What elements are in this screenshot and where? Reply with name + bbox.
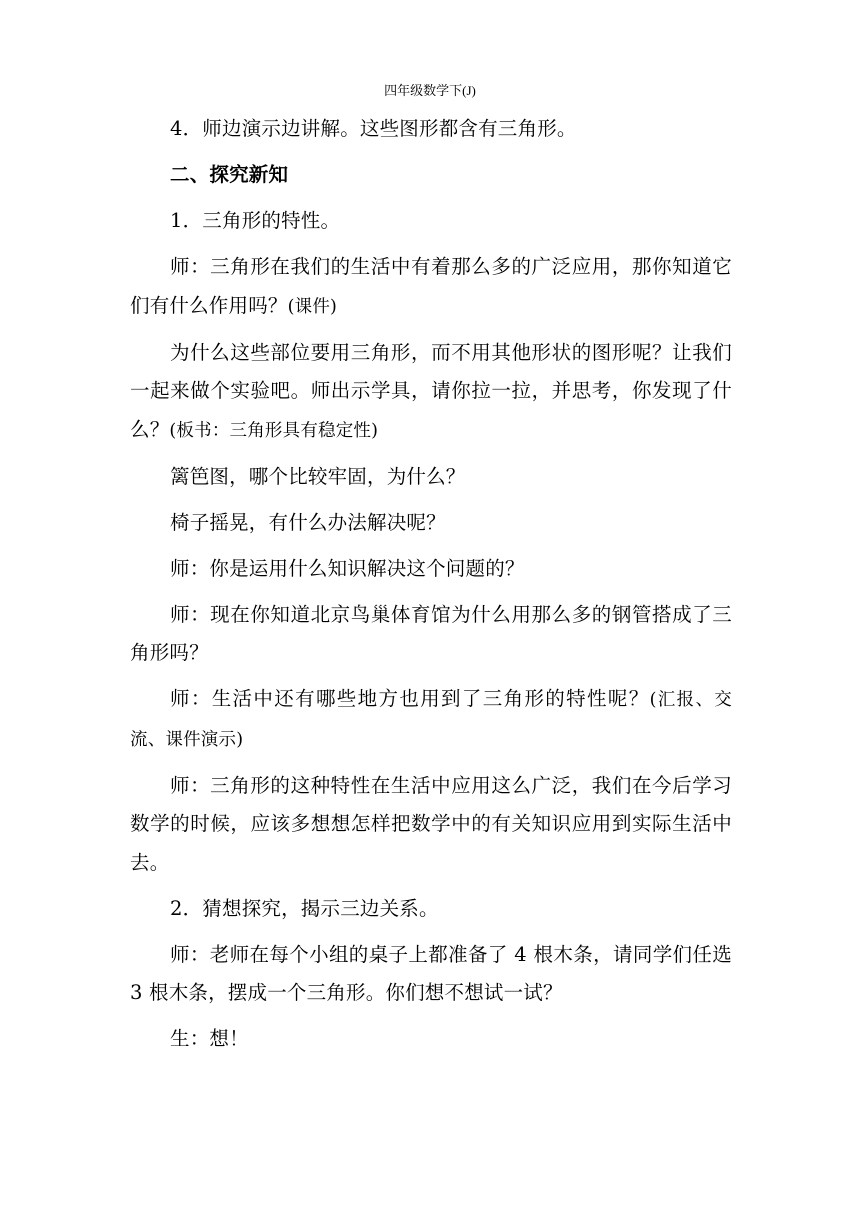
document-body	[130, 110, 732, 1066]
annotation: (汇报、交流、课件演示)	[130, 690, 732, 750]
paragraph: 师：现在你知道北京鸟巢体育馆为什么用那么多的钢管搭成了三角形吗？	[130, 602, 732, 664]
paragraph: 师：三角形的这种特性在生活中应用这么广泛，我们在今后学习数学的时候，应该多想想怎样把数学中的有关知识应用到实际生活中去。	[130, 773, 732, 874]
paragraph: 2．猜想探究，揭示三边关系。	[170, 896, 439, 920]
paragraph: 师：三角形在我们的生活中有着那么多的广泛应用，那你知道它们有什么作用吗？(课件)	[130, 255, 732, 317]
annotation: (板书：三角形具有稳定性)	[169, 420, 379, 441]
paragraph: 师：老师在每个小组的桌子上都准备了 4 根木条，请同学们任选 3 根木条，摆成一个三角形。你们想不想试一试？	[130, 942, 732, 1004]
section-heading: 二、探究新知	[170, 163, 289, 186]
paragraph: 师：生活中还有哪些地方也用到了三角形的特性呢？(汇报、交流、课件演示)	[130, 687, 732, 750]
paragraph: 椅子摇晃，有什么办法解决呢？	[170, 510, 446, 534]
annotation: (课件)	[287, 296, 338, 317]
paragraph: 篱笆图，哪个比较牢固，为什么？	[170, 464, 466, 488]
paragraph: 为什么这些部位要用三角形，而不用其他形状的图形呢？让我们一起来做个实验吧。师出示学具，请你拉一拉，并思考，你发现了什么？(板书：三角形具有稳定性)	[130, 340, 732, 441]
paragraph: 生：想！	[170, 1027, 249, 1050]
paragraph: 4．师边演示边讲解。这些图形都含有三角形。	[170, 117, 577, 140]
page-header: 四年级数学下(J)	[384, 83, 476, 98]
paragraph: 师：你是运用什么知识解决这个问题的？	[170, 556, 525, 580]
paragraph: 1．三角形的特性。	[170, 209, 341, 232]
